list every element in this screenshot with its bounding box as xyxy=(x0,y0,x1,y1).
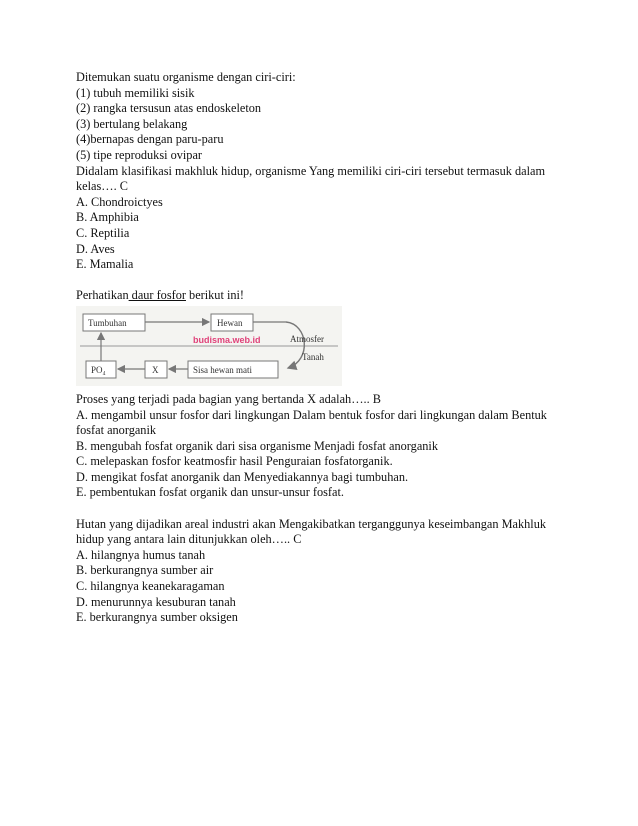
question-2-text: Proses yang terjadi pada bagian yang bertanda X adalah….. B xyxy=(76,391,381,406)
answer-option: D. menurunnya kesuburan tanah xyxy=(76,594,236,609)
paragraph-gap xyxy=(76,273,566,289)
paragraph-gap xyxy=(76,501,566,517)
question-2 xyxy=(76,288,566,501)
phosphorus-cycle-diagram xyxy=(76,306,342,386)
answer-option: A. hilangnya humus tanah xyxy=(76,547,206,562)
label-tanah: Tanah xyxy=(302,351,324,362)
trait-item: (1) tubuh memiliki sisik xyxy=(76,85,195,100)
question-1 xyxy=(76,70,566,273)
label-sisa-hewan-mati: Sisa hewan mati xyxy=(193,364,252,375)
label-atmosfer: Atmosfer xyxy=(290,333,324,344)
question-1-text-line2: kelas…. C xyxy=(76,179,128,194)
answer-option: D. Aves xyxy=(76,241,115,256)
answer-option: A. mengambil unsur fosfor dari lingkungan Dalam bentuk fosfor dari lingkungan dalam Bentuk fosfat anorganik xyxy=(76,407,547,438)
question-1-text-line1: Didalam klasifikasi makhluk hidup, organisme Yang memiliki ciri-ciri tersebut termasuk dalam xyxy=(76,163,546,178)
answer-option: E. berkurangnya sumber oksigen xyxy=(76,610,238,625)
question-3-text-line1: Hutan yang dijadikan areal industri akan Mengakibatkan terganggunya keseimbangan Makhluk xyxy=(76,516,546,531)
intro-text: Perhatikan xyxy=(76,288,129,303)
underlined-term: daur fosfor xyxy=(128,288,186,303)
label-po4: PO₄ xyxy=(91,364,106,375)
answer-option: E. pembentukan fosfat organik dan unsur-unsur fosfat. xyxy=(76,485,344,500)
intro-text-end: berikut ini! xyxy=(185,288,245,303)
trait-item: (3) bertulang belakang xyxy=(76,116,188,131)
trait-item: (2) rangka tersusun atas endoskeleton xyxy=(76,101,262,116)
answer-option: B. Amphibia xyxy=(76,210,139,225)
answer-option: E. Mamalia xyxy=(76,257,134,272)
answer-option: C. hilangnya keanekaragaman xyxy=(76,579,225,594)
label-tumbuhan: Tumbuhan xyxy=(88,317,127,328)
watermark-text: budisma.web.id xyxy=(193,334,261,345)
question-3-text-line2: hidup yang antara lain ditunjukkan oleh….. C xyxy=(76,532,302,547)
label-x: X xyxy=(152,364,159,375)
answer-option: B. berkurangnya sumber air xyxy=(76,563,214,578)
trait-item: (5) tipe reproduksi ovipar xyxy=(76,147,203,162)
question-1-intro: Ditemukan suatu organisme dengan ciri-ciri: xyxy=(76,70,296,84)
question-2-intro xyxy=(76,288,566,304)
document-page xyxy=(76,70,566,626)
answer-option: A. Chondroictyes xyxy=(76,194,163,209)
answer-option: C. melepaskan fosfor keatmosfir hasil Penguraian fosfatorganik. xyxy=(76,454,393,469)
answer-option: B. mengubah fosfat organik dari sisa organisme Menjadi fosfat anorganik xyxy=(76,438,438,453)
label-hewan: Hewan xyxy=(217,317,243,328)
answer-option: C. Reptilia xyxy=(76,225,130,240)
question-3 xyxy=(76,517,566,626)
answer-option: D. mengikat fosfat anorganik dan Menyediakannya bagi tumbuhan. xyxy=(76,469,409,484)
trait-item: (4)bernapas dengan paru-paru xyxy=(76,132,224,147)
